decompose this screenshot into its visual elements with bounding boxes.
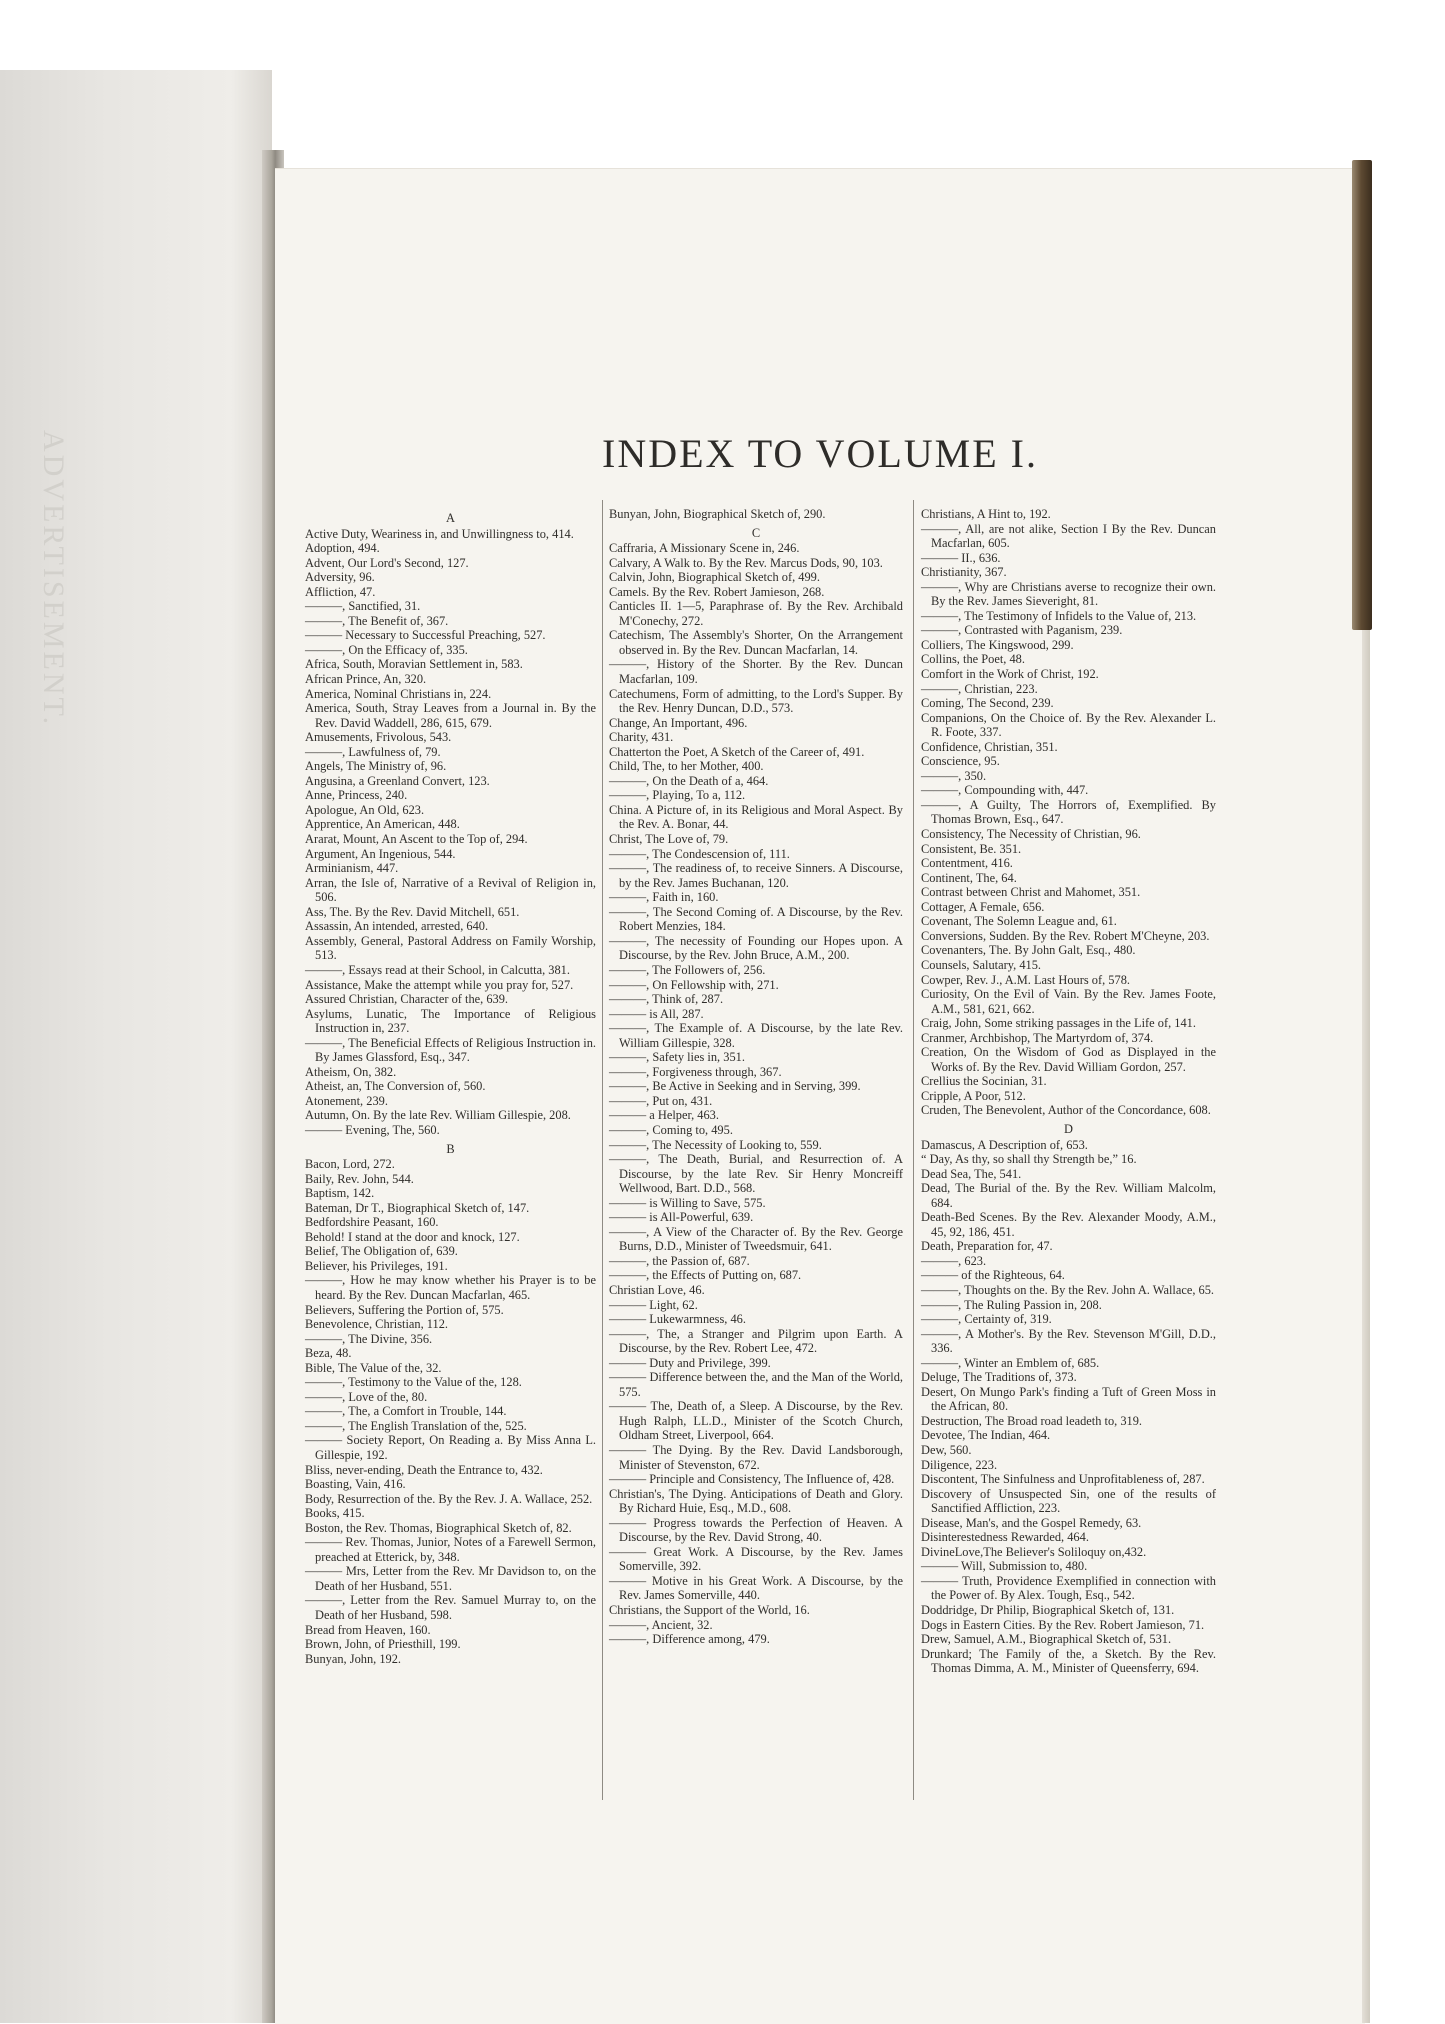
index-entry: Creation, On the Wisdom of God as Displayed in the Works of. By the Rev. David William Gordon, 257.: [921, 1045, 1216, 1074]
index-entry: China. A Picture of, in its Religious and Moral Aspect. By the Rev. A. Bonar, 44.: [609, 802, 903, 832]
index-entry: Crellius the Socinian, 31.: [921, 1074, 1047, 1089]
index-entry: Dead, The Burial of the. By the Rev. William Malcolm, 684.: [921, 1181, 1216, 1210]
index-entry: Believers, Suffering the Portion of, 575.: [305, 1302, 504, 1317]
index-entry: ———, On the Death of a, 464.: [609, 773, 769, 788]
index-entry: Assured Christian, Character of the, 639.: [305, 992, 509, 1007]
index-entry: ——— Rev. Thomas, Junior, Notes of a Farewell Sermon, preached at Etterick, by, 348.: [305, 1535, 596, 1564]
index-entry: ———, The Ruling Passion in, 208.: [921, 1297, 1102, 1312]
index-entry: Calvin, John, Biographical Sketch of, 499.: [609, 570, 820, 585]
index-entry: Apologue, An Old, 623.: [305, 802, 425, 817]
index-entry: ——— a Helper, 463.: [609, 1108, 719, 1123]
index-title: INDEX TO VOLUME I.: [602, 431, 1038, 476]
index-entry: ———, On Fellowship with, 271.: [609, 977, 779, 992]
index-entry: Discovery of Unsuspected Sin, one of the results of Sanctified Affliction, 223.: [921, 1486, 1216, 1516]
index-entry: Arminianism, 447.: [305, 861, 399, 876]
index-entry: Child, The, to her Mother, 400.: [609, 759, 764, 774]
index-entry: ———, Why are Christians averse to recognize their own. By the Rev. James Sieveright, 81.: [921, 579, 1216, 609]
index-entry: Atheist, an, The Conversion of, 560.: [305, 1079, 486, 1094]
index-entry: DivineLove,The Believer's Soliloquy on,432.: [921, 1544, 1147, 1559]
index-entry: ———, Forgiveness through, 367.: [609, 1064, 782, 1079]
index-entry: ———, The, a Comfort in Trouble, 144.: [305, 1404, 507, 1419]
index-entry: Active Duty, Weariness in, and Unwillingness to, 414.: [305, 526, 574, 541]
index-entry: Bateman, Dr T., Biographical Sketch of, 147.: [305, 1200, 530, 1215]
index-entry: “ Day, As thy, so shall thy Strength be,” 16.: [921, 1152, 1137, 1167]
index-entry: Covenant, The Solemn League and, 61.: [921, 914, 1117, 929]
index-entry: ———, the Effects of Putting on, 687.: [609, 1268, 802, 1283]
index-entry: ——— Truth, Providence Exemplified in connection with the Power of. By Alex. Tough, Esq., 542.: [921, 1573, 1216, 1603]
index-entry: ———, Put on, 431.: [609, 1093, 713, 1108]
index-entry: Companions, On the Choice of. By the Rev. Alexander L. R. Foote, 337.: [921, 710, 1216, 740]
index-entry: Dew, 560.: [921, 1443, 972, 1457]
index-entry: ———, The necessity of Founding our Hopes upon. A Discourse, by the Rev. John Bruce, A.M., 200.: [609, 933, 903, 963]
index-entry: Asylums, Lunatic, The Importance of Religious Instruction in, 237.: [305, 1006, 596, 1036]
index-entry: Assassin, An intended, arrested, 640.: [305, 919, 489, 934]
index-entry: ——— Progress towards the Perfection of Heaven. A Discourse, by the Rev. David Strong, 40.: [609, 1515, 903, 1545]
index-entry: Boston, the Rev. Thomas, Biographical Sketch of, 82.: [305, 1520, 572, 1535]
index-entry: ———, Testimony to the Value of the, 128.: [305, 1375, 522, 1390]
index-entry: Colliers, The Kingswood, 299.: [921, 637, 1074, 652]
index-entry: ——— Great Work. A Discourse, by the Rev. James Somerville, 392.: [609, 1544, 903, 1574]
index-entry: Doddridge, Dr Philip, Biographical Sketch of, 131.: [921, 1603, 1175, 1618]
index-entry: ———, 623.: [921, 1253, 987, 1268]
index-entry: ———, Lawfulness of, 79.: [305, 744, 441, 759]
index-entry: ———, A Guilty, The Horrors of, Exemplified. By Thomas Brown, Esq., 647.: [921, 797, 1216, 827]
index-entry: ——— The, Death of, a Sleep. A Discourse, by the Rev. Hugh Ralph, LL.D., Minister of the Scotch Church, Oldham Street, Liverpool, 664.: [609, 1399, 903, 1443]
index-entry: Cranmer, Archbishop, The Martyrdom of, 374.: [921, 1030, 1154, 1045]
index-entry: ——— Will, Submission to, 480.: [921, 1559, 1088, 1574]
index-entry: Bunyan, John, 192.: [305, 1651, 402, 1666]
index-entry: Atonement, 239.: [305, 1093, 388, 1108]
index-entry: Deluge, The Traditions of, 373.: [921, 1370, 1077, 1385]
index-entry: ——— Necessary to Successful Preaching, 527.: [305, 628, 546, 643]
index-entry: ——— II., 636.: [921, 550, 1001, 565]
index-entry: ———, The readiness of, to receive Sinners. A Discourse, by the Rev. James Buchanan, 120.: [609, 861, 903, 890]
index-entry: Baily, Rev. John, 544.: [305, 1171, 414, 1186]
index-entry: Belief, The Obligation of, 639.: [305, 1244, 458, 1259]
index-entry: Damascus, A Description of, 653.: [921, 1137, 1088, 1152]
index-entry: Craig, John, Some striking passages in the Life of, 141.: [921, 1016, 1196, 1031]
index-entry: Autumn, On. By the late Rev. William Gillespie, 208.: [305, 1108, 571, 1123]
index-entry: Catechumens, Form of admitting, to the Lord's Supper. By the Rev. Henry Duncan, D.D., 573.: [609, 686, 903, 716]
index-entry: Death, Preparation for, 47.: [921, 1239, 1053, 1254]
index-entry: Comfort in the Work of Christ, 192.: [921, 667, 1099, 682]
index-entry: ———, History of the Shorter. By the Rev. Duncan Macfarlan, 109.: [609, 657, 903, 687]
index-entry: Bread from Heaven, 160.: [305, 1622, 431, 1637]
index-entry: ——— Evening, The, 560.: [305, 1122, 440, 1137]
index-entry: Ass, The. By the Rev. David Mitchell, 651.: [305, 904, 520, 919]
index-entry: ———, The Condescension of, 111.: [609, 846, 790, 861]
index-entry: Desert, On Mungo Park's finding a Tuft of Green Moss in the African, 80.: [921, 1384, 1216, 1414]
index-entry: Diligence, 223.: [921, 1457, 998, 1472]
index-entry: America, Nominal Christians in, 224.: [305, 686, 492, 701]
index-entry: Advent, Our Lord's Second, 127.: [305, 555, 469, 570]
index-entry: ———, The Beneficial Effects of Religious Instruction in. By James Glassford, Esq., 347.: [305, 1035, 597, 1065]
index-entry: Calvary, A Walk to. By the Rev. Marcus Dods, 90, 103.: [609, 555, 883, 570]
index-entry: Contentment, 416.: [921, 856, 1013, 871]
index-entry: Christian Love, 46.: [609, 1282, 705, 1297]
index-entry: Books, 415.: [305, 1506, 365, 1521]
index-entry: Argument, An Ingenious, 544.: [305, 846, 456, 861]
index-entry: ——— is All, 287.: [609, 1006, 704, 1021]
bleed-through-heading: ADVERTISEMENT.: [37, 430, 70, 728]
index-entry: Anne, Princess, 240.: [305, 788, 408, 803]
index-entry: ———, Letter from the Rev. Samuel Murray to, on the Death of her Husband, 598.: [305, 1593, 596, 1623]
index-column-1: [305, 507, 596, 1666]
index-column-3: [921, 507, 1216, 1676]
index-entry: Ararat, Mount, An Ascent to the Top of, 294.: [305, 832, 528, 847]
column-rule: [602, 500, 603, 1800]
index-entry: ———, On the Efficacy of, 335.: [305, 642, 468, 657]
index-entry: ——— Light, 62.: [609, 1297, 698, 1312]
index-entry: Christ, The Love of, 79.: [609, 832, 729, 847]
index-entry: ———, The Second Coming of. A Discourse, by the Rev. Robert Menzies, 184.: [609, 904, 903, 934]
index-entry: ———, the Passion of, 687.: [609, 1253, 750, 1268]
index-entry: ———, Coming to, 495.: [609, 1122, 733, 1137]
index-entry: Brown, John, of Priesthill, 199.: [305, 1637, 461, 1652]
index-entry: Disease, Man's, and the Gospel Remedy, 63.: [921, 1515, 1142, 1530]
index-entry: Africa, South, Moravian Settlement in, 583.: [305, 657, 523, 672]
index-entry: ——— Society Report, On Reading a. By Miss Anna L. Gillespie, 192.: [305, 1433, 596, 1462]
index-entry: ———, Faith in, 160.: [609, 890, 719, 905]
index-entry: ———, Compounding with, 447.: [921, 783, 1089, 798]
index-entry: ———, Essays read at their School, in Calcutta, 381.: [305, 962, 570, 977]
index-entry: ———, Think of, 287.: [609, 992, 724, 1007]
index-entry: ———, Sanctified, 31.: [305, 599, 421, 614]
index-entry: Assistance, Make the attempt while you pray for, 527.: [305, 977, 574, 992]
index-entry: Conversions, Sudden. By the Rev. Robert M'Cheyne, 203.: [921, 928, 1210, 943]
index-entry: Death-Bed Scenes. By the Rev. Alexander Moody, A.M., 45, 92, 186, 451.: [921, 1210, 1216, 1239]
index-entry: Cowper, Rev. J., A.M. Last Hours of, 578.: [921, 972, 1130, 987]
index-entry: Body, Resurrection of the. By the Rev. J. A. Wallace, 252.: [305, 1491, 593, 1506]
section-letter: C: [751, 525, 761, 540]
index-entry: ——— Duty and Privilege, 399.: [609, 1355, 771, 1370]
index-entry: America, South, Stray Leaves from a Journal in. By the Rev. David Waddell, 286, 615, 679.: [305, 701, 596, 730]
index-entry: Curiosity, On the Evil of Vain. By the Rev. James Foote, A.M., 581, 621, 662.: [921, 987, 1216, 1016]
index-entry: Angels, The Ministry of, 96.: [305, 759, 447, 774]
index-entry: ———, Contrasted with Paganism, 239.: [921, 623, 1123, 638]
index-entry: Devotee, The Indian, 464.: [921, 1428, 1051, 1443]
index-entry: ——— Principle and Consistency, The Influence of, 428.: [609, 1472, 895, 1487]
index-entry: ———, The Followers of, 256.: [609, 962, 766, 977]
index-entry: Coming, The Second, 239.: [921, 696, 1054, 711]
index-entry: ——— is Willing to Save, 575.: [609, 1195, 766, 1210]
index-entry: Bible, The Value of the, 32.: [305, 1360, 442, 1375]
index-entry: Apprentice, An American, 448.: [305, 817, 460, 832]
index-entry: Atheism, On, 382.: [305, 1064, 397, 1079]
index-entry: Catechism, The Assembly's Shorter, On the Arrangement observed in. By the Rev. Duncan Macfarlan, 14.: [609, 628, 903, 657]
index-entry: ——— of the Righteous, 64.: [921, 1268, 1065, 1283]
index-entry: Cruden, The Benevolent, Author of the Concordance, 608.: [921, 1103, 1211, 1118]
index-entry: ———, 350.: [921, 768, 987, 783]
index-entry: ——— Motive in his Great Work. A Discourse, by the Rev. James Somerville, 440.: [609, 1573, 903, 1603]
index-entry: Bunyan, John, Biographical Sketch of, 290.: [609, 507, 826, 521]
index-entry: Cripple, A Poor, 512.: [921, 1088, 1026, 1103]
left-page: [0, 70, 272, 2023]
index-entry: Collins, the Poet, 48.: [921, 652, 1025, 667]
index-entry: ———, Be Active in Seeking and in Serving, 399.: [609, 1079, 861, 1094]
index-entry: Adversity, 96.: [305, 570, 375, 585]
index-entry: Baptism, 142.: [305, 1186, 375, 1201]
page-edge: [1362, 630, 1370, 2023]
index-entry: Confidence, Christian, 351.: [921, 739, 1058, 754]
index-entry: Canticles II. 1—5, Paraphrase of. By the Rev. Archibald M'Conechy, 272.: [609, 599, 903, 628]
index-entry: Amusements, Frivolous, 543.: [305, 730, 452, 745]
index-entry: African Prince, An, 320.: [305, 672, 427, 687]
index-entry: ———, The, a Stranger and Pilgrim upon Earth. A Discourse, by the Rev. Robert Lee, 472.: [609, 1326, 903, 1356]
index-entry: ———, The English Translation of the, 525.: [305, 1418, 527, 1433]
index-entry: Christians, A Hint to, 192.: [921, 507, 1051, 521]
index-entry: ———, The Example of. A Discourse, by the late Rev. William Gillespie, 328.: [609, 1021, 903, 1050]
index-entry: Beza, 48.: [305, 1346, 352, 1361]
index-entry: Benevolence, Christian, 112.: [305, 1317, 449, 1332]
section-letter: B: [446, 1141, 455, 1156]
index-entry: Consistent, Be. 351.: [921, 841, 1022, 856]
index-entry: Christianity, 367.: [921, 565, 1007, 580]
index-entry: Counsels, Salutary, 415.: [921, 957, 1041, 972]
index-entry: Believer, his Privileges, 191.: [305, 1258, 448, 1273]
index-entry: ———, All, are not alike, Section I By the Rev. Duncan Macfarlan, 605.: [921, 521, 1216, 551]
index-entry: Destruction, The Broad road leadeth to, 319.: [921, 1413, 1143, 1428]
index-entry: ———, Christian, 223.: [921, 681, 1038, 696]
index-entry: ——— Difference between the, and the Man of the World, 575.: [609, 1370, 903, 1399]
index-entry: Covenanters, The. By John Galt, Esq., 480.: [921, 943, 1136, 958]
index-entry: ———, Safety lies in, 351.: [609, 1050, 745, 1065]
index-entry: Bedfordshire Peasant, 160.: [305, 1215, 439, 1230]
index-entry: ———, Difference among, 479.: [609, 1632, 770, 1647]
index-entry: ———, Winter an Emblem of, 685.: [921, 1355, 1100, 1370]
index-entry: ———, Certainty of, 319.: [921, 1312, 1052, 1327]
index-entry: Behold! I stand at the door and knock, 127.: [305, 1229, 520, 1244]
index-entry: Drunkard; The Family of the, a Sketch. By the Rev. Thomas Dimma, A. M., Minister of Queensferry, 694.: [921, 1646, 1216, 1676]
index-entry: Christians, the Support of the World, 16.: [609, 1603, 810, 1618]
section-letter: D: [1064, 1121, 1073, 1136]
index-entry: ———, Thoughts on the. By the Rev. John A. Wallace, 65.: [921, 1282, 1215, 1297]
index-entry: ———, Ancient, 32.: [609, 1617, 713, 1632]
index-entry: Discontent, The Sinfulness and Unprofitableness of, 287.: [921, 1472, 1205, 1487]
index-column-2: [609, 507, 903, 1647]
index-entry: Caffraria, A Missionary Scene in, 246.: [609, 541, 800, 556]
index-entry: ———, How he may know whether his Prayer is to be heard. By the Rev. Duncan Macfarlan, 465.: [305, 1273, 596, 1302]
index-entry: Dogs in Eastern Cities. By the Rev. Robert Jamieson, 71.: [921, 1617, 1205, 1632]
index-entry: ———, A View of the Character of. By the Rev. George Burns, D.D., Minister of Tweedsmuir, 641.: [609, 1224, 903, 1254]
index-entry: Continent, The, 64.: [921, 870, 1017, 885]
index-entry: Bacon, Lord, 272.: [305, 1157, 395, 1172]
index-entry: ——— Mrs, Letter from the Rev. Mr Davidson to, on the Death of her Husband, 551.: [305, 1564, 596, 1593]
section-letter: A: [446, 511, 455, 525]
book-cover-edge: [1352, 160, 1372, 630]
index-entry: Disinterestedness Rewarded, 464.: [921, 1530, 1089, 1545]
index-entry: ———, The Divine, 356.: [305, 1331, 433, 1346]
index-entry: ——— Lukewarmness, 46.: [609, 1312, 746, 1327]
index-entry: ———, The Benefit of, 367.: [305, 613, 449, 628]
column-rule: [913, 500, 914, 1800]
index-entry: ———, Love of the, 80.: [305, 1389, 428, 1404]
index-entry: Adoption, 494.: [305, 541, 380, 556]
index-entry: Arran, the Isle of, Narrative of a Revival of Religion in, 506.: [305, 875, 596, 905]
index-entry: Assembly, General, Pastoral Address on Family Worship, 513.: [305, 933, 596, 963]
index-entry: Christian's, The Dying. Anticipations of Death and Glory. By Richard Huie, Esq., M.D., 608.: [609, 1486, 903, 1516]
index-entry: ——— is All-Powerful, 639.: [609, 1210, 754, 1225]
index-entry: Camels. By the Rev. Robert Jamieson, 268.: [609, 584, 825, 599]
index-entry: Affliction, 47.: [305, 584, 376, 599]
index-entry: Charity, 431.: [609, 730, 674, 745]
index-entry: Dead Sea, The, 541.: [921, 1166, 1022, 1181]
index-entry: Chatterton the Poet, A Sketch of the Career of, 491.: [609, 744, 865, 759]
index-entry: Change, An Important, 496.: [609, 715, 748, 730]
index-entry: Cottager, A Female, 656.: [921, 899, 1045, 914]
index-entry: ———, Playing, To a, 112.: [609, 788, 746, 803]
index-entry: ———, The Testimony of Infidels to the Value of, 213.: [921, 608, 1197, 623]
index-entry: ———, The Death, Burial, and Resurrection of. A Discourse, by the late Rev. Sir Henry Moncreiff Wellwood, Bart. D.D., 568.: [609, 1152, 903, 1196]
index-entry: ——— The Dying. By the Rev. David Landsborough, Minister of Stevenston, 672.: [609, 1443, 903, 1472]
index-entry: Drew, Samuel, A.M., Biographical Sketch of, 531.: [921, 1632, 1172, 1647]
index-entry: Conscience, 95.: [921, 754, 1000, 769]
index-entry: ———, A Mother's. By the Rev. Stevenson M'Gill, D.D., 336.: [921, 1326, 1216, 1356]
index-entry: Boasting, Vain, 416.: [305, 1477, 406, 1492]
index-entry: Contrast between Christ and Mahomet, 351.: [921, 885, 1141, 900]
index-entry: ———, The Necessity of Looking to, 559.: [609, 1137, 822, 1152]
index-entry: Bliss, never-ending, Death the Entrance to, 432.: [305, 1462, 543, 1477]
index-entry: Angusina, a Greenland Convert, 123.: [305, 773, 490, 788]
index-entry: Consistency, The Necessity of Christian, 96.: [921, 827, 1141, 842]
